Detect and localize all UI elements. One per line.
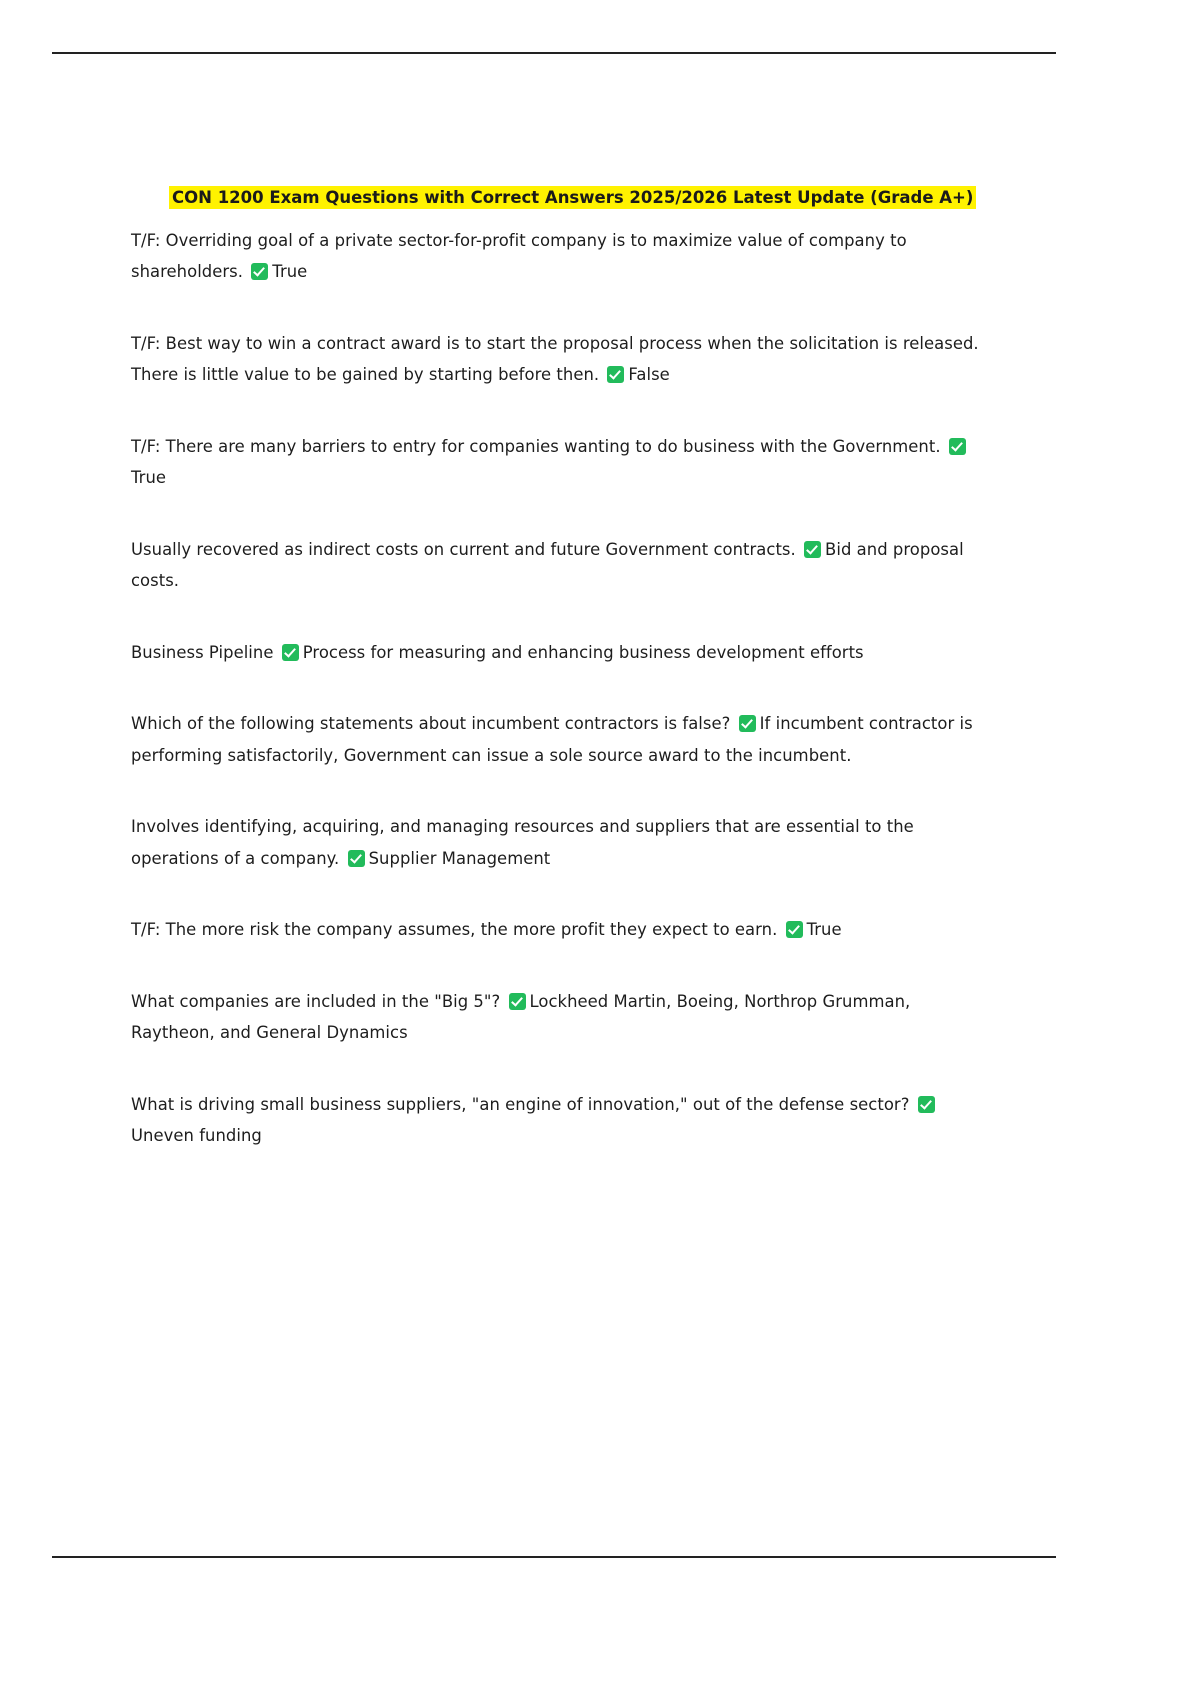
qa-item <box>131 534 991 597</box>
qa-item <box>131 637 991 669</box>
qa-item <box>131 708 991 771</box>
check-mark-icon <box>509 993 526 1010</box>
check-mark-icon <box>739 715 756 732</box>
check-mark-icon <box>804 541 821 558</box>
qa-question: What companies are included in the "Big 5"? <box>131 991 501 1011</box>
footer-divider <box>52 1556 1056 1558</box>
page-title-text: CON 1200 Exam Questions with Correct Answers 2025/2026 Latest Update (Grade A+) <box>169 186 976 209</box>
check-mark-icon <box>918 1096 935 1113</box>
header-divider <box>52 52 1056 54</box>
qa-item <box>131 914 991 946</box>
page-title <box>169 186 976 211</box>
qa-answer: Process for measuring and enhancing business development efforts <box>302 642 864 662</box>
qa-question: What is driving small business suppliers, "an engine of innovation," out of the defense sector? <box>131 1094 910 1114</box>
qa-answer: True <box>272 262 308 282</box>
qa-question: Involves identifying, acquiring, and managing resources and suppliers that are essential to the operations of a company. <box>131 817 914 868</box>
qa-answer: Supplier Management <box>368 848 551 868</box>
qa-question: T/F: Overriding goal of a private sector-for-profit company is to maximize value of company to shareholders. <box>131 230 907 282</box>
qa-question: Which of the following statements about incumbent contractors is false? <box>131 714 731 734</box>
qa-answer: True <box>806 920 842 940</box>
qa-item <box>131 328 991 391</box>
document-content <box>131 186 991 1152</box>
check-mark-icon <box>607 366 624 383</box>
qa-question: T/F: Best way to win a contract award is to start the proposal process when the solicitation is released. There is little value to be gained by starting before then. <box>131 333 979 385</box>
check-mark-icon <box>251 263 268 280</box>
qa-question: Usually recovered as indirect costs on current and future Government contracts. <box>131 539 796 559</box>
qa-answer: Lockheed Martin, Boeing, Northrop Grumman, Raytheon, and General Dynamics <box>131 991 911 1043</box>
qa-list <box>131 225 991 1152</box>
page-title-wrapper <box>131 186 991 225</box>
check-mark-icon <box>348 850 365 867</box>
qa-answer: True <box>131 468 167 488</box>
qa-item <box>131 811 991 874</box>
qa-answer: If incumbent contractor is performing satisfactorily, Government can issue a sole source award to the incumbent. <box>131 714 973 765</box>
check-mark-icon <box>949 438 966 455</box>
qa-question: T/F: The more risk the company assumes, the more profit they expect to earn. <box>131 920 778 940</box>
qa-answer: Bid and proposal costs. <box>131 539 964 591</box>
qa-answer: False <box>628 365 670 385</box>
qa-answer: Uneven funding <box>131 1126 262 1146</box>
qa-question: T/F: There are many barriers to entry for companies wanting to do business with the Government. <box>131 436 941 456</box>
check-mark-icon <box>786 921 803 938</box>
check-mark-icon <box>282 644 299 661</box>
qa-question: Business Pipeline <box>131 642 274 662</box>
qa-item <box>131 431 991 494</box>
qa-item <box>131 1089 991 1152</box>
qa-item <box>131 225 991 288</box>
qa-item <box>131 986 991 1049</box>
